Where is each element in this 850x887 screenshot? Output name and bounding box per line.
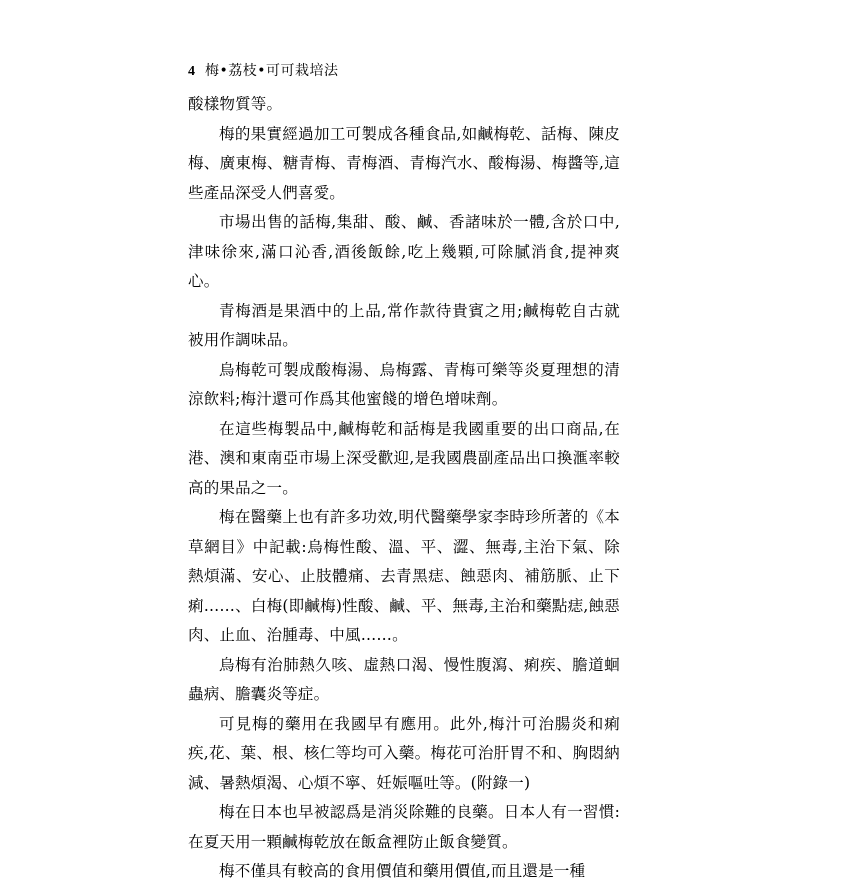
paragraph: 酸樣物質等。: [188, 95, 283, 113]
paragraph: 市場出售的話梅,集甜、酸、鹹、香諸味於一體,含於口中,津味徐來,滿口沁香,酒後飯餘,吃上幾顆,可除膩消食,提神爽心。: [188, 213, 620, 290]
paragraph: 梅不僅具有較高的食用價值和藥用價值,而且還是一種: [219, 862, 586, 880]
running-title: 梅•荔枝•可可栽培法: [205, 63, 339, 79]
paragraph: 可見梅的藥用在我國早有應用。此外,梅汁可治腸炎和痢疾,花、葉、根、核仁等均可入藥。梅花可治肝胃不和、胸悶納減、暑熱煩渴、心煩不寧、妊娠嘔吐等。(附錄一): [188, 714, 620, 792]
page-number: 4: [188, 64, 195, 79]
page-header: [188, 60, 339, 80]
paragraph: 烏梅有治肺熱久咳、虛熱口渴、慢性腹瀉、痢疾、膽道蛔蟲病、膽囊炎等症。: [188, 655, 620, 703]
paragraph: 梅在醫藥上也有許多功效,明代醫藥學家李時珍所著的《本草網目》中記載:烏梅性酸、溫、平、澀、無毒,主治下氣、除熱煩滿、安心、止肢體痛、去青黑痣、蝕惡肉、補筋脈、止下痢……、白梅(即鹹梅)性酸、鹹、平、無毒,主治和藥點痣,蝕惡肉、止血、治腫毒、中風……。: [188, 508, 620, 644]
paragraph: 在這些梅製品中,鹹梅乾和話梅是我國重要的出口商品,在港、澳和東南亞市場上深受歡迎,是我國農副產品出口換滙率較高的果品之一。: [188, 419, 620, 497]
paragraph: 青梅酒是果酒中的上品,常作款待貴賓之用;鹹梅乾自古就被用作調味品。: [188, 301, 620, 349]
paragraph: 梅的果實經過加工可製成各種食品,如鹹梅乾、話梅、陳皮梅、廣東梅、糖青梅、青梅酒、青梅汽水、酸梅湯、梅醬等,這些產品深受人們喜愛。: [188, 124, 620, 202]
paragraph: 梅在日本也早被認爲是消災除難的良藥。日本人有一習慣:在夏天用一顆鹹梅乾放在飯盒裡防止飯食變質。: [188, 803, 620, 851]
body-text: [188, 90, 620, 887]
paragraph: 烏梅乾可製成酸梅湯、烏梅露、青梅可樂等炎夏理想的清涼飲料;梅汁還可作爲其他蜜餞的增色增味劑。: [188, 360, 620, 408]
